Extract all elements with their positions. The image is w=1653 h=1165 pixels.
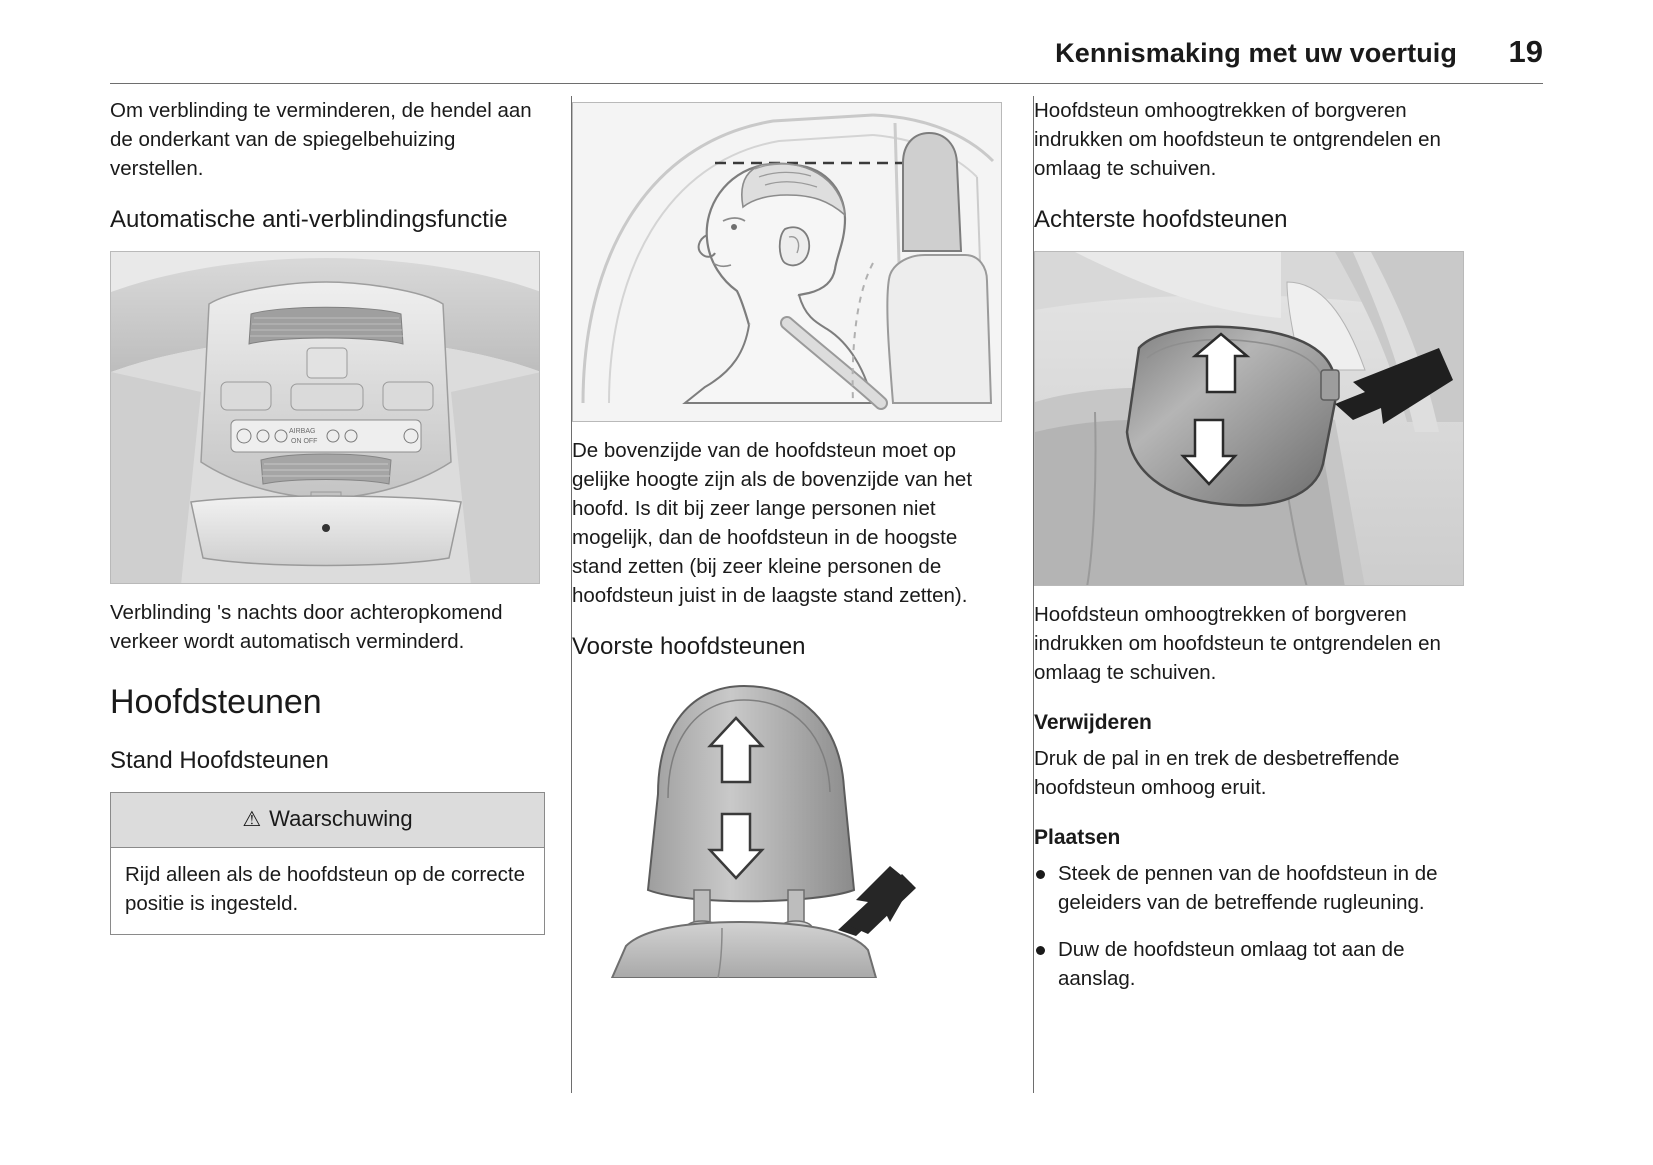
heading-install: Plaatsen bbox=[1034, 826, 1121, 849]
rear-headrest-paragraph-top: Hoofdsteun omhoogtrekken of borgveren indrukken om hoofdsteun te ontgrendelen en omlaag te schuiven. bbox=[1034, 99, 1441, 180]
interior-mirror-graphic bbox=[111, 252, 540, 584]
heading-headrest-position: Stand Hoofdsteunen bbox=[110, 747, 329, 774]
warning-title: Waarschuwing bbox=[269, 806, 413, 831]
middle-column bbox=[572, 96, 1033, 1093]
intro-paragraph: Om verblinding te verminderen, de hendel aan de onderkant van de spiegelbehuizing verstellen. bbox=[110, 99, 532, 180]
caption-antiglare: Verblinding 's nachts door achteropkomend verkeer wordt automatisch verminderd. bbox=[110, 601, 503, 653]
heading-auto-antiglare: Automatische anti-verblindingsfunctie bbox=[110, 206, 508, 233]
heading-headrests: Hoofdsteunen bbox=[110, 683, 322, 721]
warning-box bbox=[110, 792, 545, 935]
figure-interior-mirror bbox=[110, 251, 540, 584]
warning-header bbox=[111, 793, 544, 848]
head-alignment-graphic bbox=[573, 103, 1002, 422]
figure-head-alignment bbox=[572, 102, 1002, 422]
page-number: 19 bbox=[1508, 34, 1543, 69]
heading-front-headrests: Voorste hoofdsteunen bbox=[572, 633, 806, 660]
figure-rear-headrest bbox=[1034, 251, 1464, 586]
list-item: Steek de pennen van de hoofdsteun in de geleiders van de betreffende rugleuning. bbox=[1034, 859, 1469, 917]
heading-remove: Verwijderen bbox=[1034, 711, 1152, 734]
header-divider bbox=[110, 83, 1543, 84]
content-columns bbox=[110, 96, 1543, 1093]
front-headrest-graphic bbox=[572, 678, 1002, 978]
right-column bbox=[1034, 96, 1495, 1093]
list-item: Duw de hoofdsteun omlaag tot aan de aanslag. bbox=[1034, 935, 1469, 993]
rear-headrest-graphic bbox=[1035, 252, 1464, 586]
head-alignment-paragraph: De bovenzijde van de hoofdsteun moet op gelijke hoogte zijn als de bovenzijde van het hoofd. Is dit bij zeer lange personen niet mogelijk, dan de hoofdsteun in de hoogste stand zetten (bij zeer kleine personen de hoofdsteun juist in de laagste stand zetten). bbox=[572, 439, 973, 607]
heading-rear-headrests: Achterste hoofdsteunen bbox=[1034, 206, 1288, 233]
figure-front-headrest bbox=[572, 678, 1002, 978]
svg-text:ON OFF: ON OFF bbox=[291, 438, 318, 445]
left-column bbox=[110, 96, 571, 1093]
page-header bbox=[110, 34, 1543, 86]
warning-triangle-icon: ⚠ bbox=[242, 808, 262, 831]
paragraph-remove: Druk de pal in en trek de desbetreffende hoofdsteun omhoog eruit. bbox=[1034, 747, 1400, 799]
rear-headrest-paragraph-after-figure: Hoofdsteun omhoogtrekken of borgveren indrukken om hoofdsteun te ontgrendelen en omlaag te schuiven. bbox=[1034, 603, 1441, 684]
page-title: Kennismaking met uw voertuig bbox=[1055, 38, 1457, 68]
svg-text:AIRBAG: AIRBAG bbox=[289, 428, 316, 435]
warning-body: Rijd alleen als de hoofdsteun op de correcte positie is ingesteld. bbox=[125, 863, 526, 915]
install-bullet-list bbox=[1034, 859, 1469, 993]
